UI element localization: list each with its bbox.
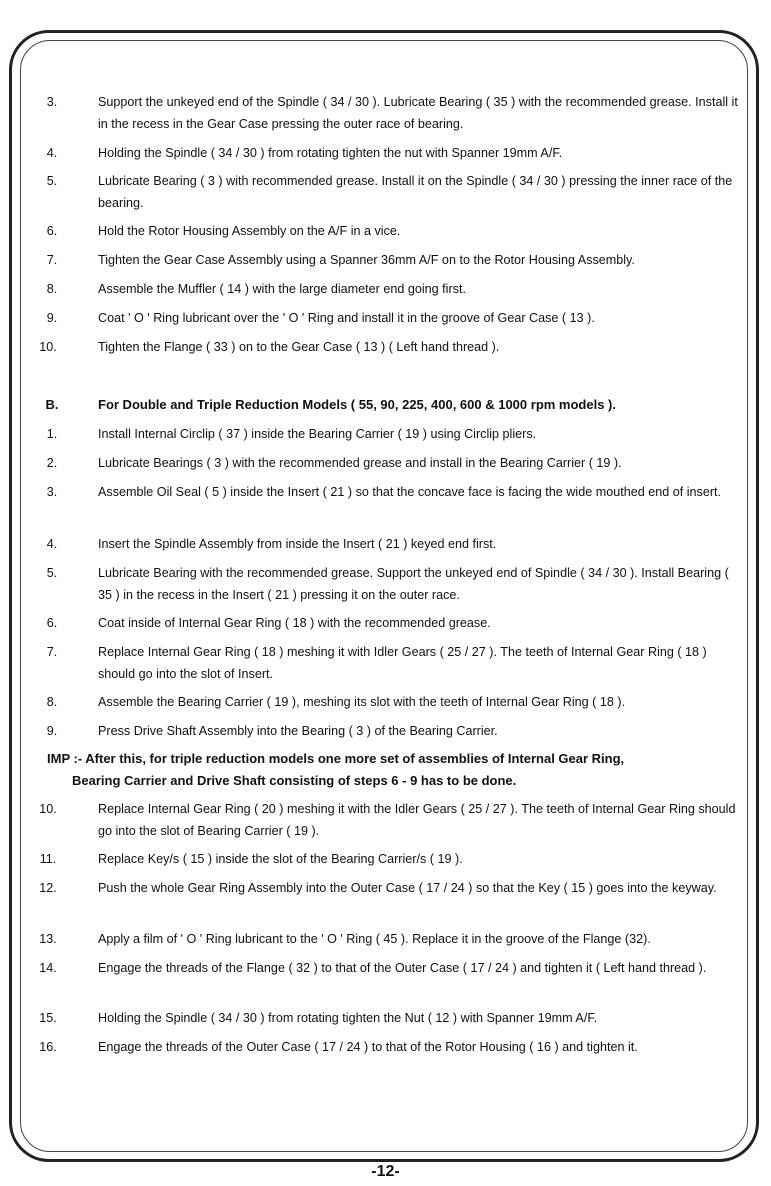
step-text: Support the unkeyed end of the Spindle ( 34 / 30 ). Lubricate Bearing ( 35 ) with the recommended grease. Install it in the recess in the Gear Case pressing the outer race of bearing. <box>98 95 738 131</box>
step-text: Press Drive Shaft Assembly into the Bearing ( 3 ) of the Bearing Carrier. <box>98 724 498 738</box>
step-number: 10. <box>39 340 57 354</box>
step-text: Replace Internal Gear Ring ( 20 ) meshing it with the Idler Gears ( 25 / 27 ). The teeth of Internal Gear Ring should go into the slot of Bearing Carrier ( 19 ). <box>98 802 736 838</box>
step-number: 5. <box>46 174 58 188</box>
step-text: Holding the Spindle ( 34 / 30 ) from rotating tighten the nut with Spanner 19mm A/F. <box>98 146 563 160</box>
step-number: 16. <box>39 1040 57 1054</box>
step-number: 4. <box>46 537 58 551</box>
step-number: 7. <box>46 253 58 267</box>
step-number: 14. <box>39 961 57 975</box>
step-text: Holding the Spindle ( 34 / 30 ) from rotating tighten the Nut ( 12 ) with Spanner 19mm A/F. <box>98 1011 598 1025</box>
important-note-line: Bearing Carrier and Drive Shaft consisting of steps 6 - 9 has to be done. <box>72 773 517 788</box>
step-text: Replace Internal Gear Ring ( 18 ) meshing it with Idler Gears ( 25 / 27 ). The teeth of Internal Gear Ring ( 18 ) should go into the slot of Insert. <box>98 645 707 681</box>
step-text: Apply a film of ' O ' Ring lubricant to the ' O ' Ring ( 45 ). Replace it in the groove of the Flange (32). <box>98 932 651 946</box>
step-number: 15. <box>39 1011 57 1025</box>
step-number: 4. <box>46 146 58 160</box>
step-text: Lubricate Bearing ( 3 ) with recommended grease. Install it on the Spindle ( 34 / 30 ) pressing the inner race of the bearing. <box>98 174 733 210</box>
important-note-line: IMP :- After this, for triple reduction models one more set of assemblies of Internal Gear Ring, <box>47 751 625 766</box>
step-number: 10. <box>39 802 57 816</box>
step-text: Tighten the Gear Case Assembly using a Spanner 36mm A/F on to the Rotor Housing Assembly. <box>98 253 635 267</box>
step-text: Replace Key/s ( 15 ) inside the slot of the Bearing Carrier/s ( 19 ). <box>98 852 463 866</box>
step-number: 6. <box>46 616 58 630</box>
section-title: For Double and Triple Reduction Models ( 55, 90, 225, 400, 600 & 1000 rpm models ). <box>98 397 616 412</box>
step-number: 7. <box>46 645 58 659</box>
step-text: Assemble the Bearing Carrier ( 19 ), meshing its slot with the teeth of Internal Gear Ring ( 18 ). <box>98 695 626 709</box>
step-text: Lubricate Bearings ( 3 ) with the recommended grease and install in the Bearing Carrier ( 19 ). <box>98 456 622 470</box>
section-letter: B. <box>45 397 59 412</box>
step-number: 3. <box>46 485 58 499</box>
step-text: Lubricate Bearing with the recommended grease. Support the unkeyed end of Spindle ( 34 / 30 ). Install Bearing ( 35 ) in the recess in the Insert ( 21 ) pressing it on the outer race. <box>98 566 729 602</box>
step-text: Coat ' O ' Ring lubricant over the ' O ' Ring and install it in the groove of Gear Case ( 13 ). <box>98 311 595 325</box>
step-number: 12. <box>39 881 57 895</box>
step-text: Coat inside of Internal Gear Ring ( 18 ) with the recommended grease. <box>98 616 491 630</box>
step-number: 5. <box>46 566 58 580</box>
step-text: Install Internal Circlip ( 37 ) inside the Bearing Carrier ( 19 ) using Circlip pliers. <box>98 427 537 441</box>
step-number: 8. <box>46 282 58 296</box>
page-number: -12- <box>371 1163 400 1180</box>
step-text: Assemble Oil Seal ( 5 ) inside the Insert ( 21 ) so that the concave face is facing the wide mouthed end of insert. <box>98 485 722 499</box>
step-text: Insert the Spindle Assembly from inside the Insert ( 21 ) keyed end first. <box>98 537 497 551</box>
step-number: 3. <box>46 95 58 109</box>
step-number: 6. <box>46 224 58 238</box>
important-note <box>47 748 747 792</box>
step-number: 1. <box>46 427 58 441</box>
step-number: 9. <box>46 311 58 325</box>
step-text: Assemble the Muffler ( 14 ) with the large diameter end going first. <box>98 282 466 296</box>
step-text: Hold the Rotor Housing Assembly on the A/F in a vice. <box>98 224 401 238</box>
step-text: Push the whole Gear Ring Assembly into the Outer Case ( 17 / 24 ) so that the Key ( 15 ) goes into the keyway. <box>98 881 717 895</box>
step-number: 8. <box>46 695 58 709</box>
step-number: 11. <box>39 852 57 866</box>
step-text: Engage the threads of the Flange ( 32 ) to that of the Outer Case ( 17 / 24 ) and tighten it ( Left hand thread ). <box>98 961 707 975</box>
step-number: 13. <box>39 932 57 946</box>
step-number: 2. <box>46 456 58 470</box>
step-text: Tighten the Flange ( 33 ) on to the Gear Case ( 13 ) ( Left hand thread ). <box>98 340 500 354</box>
step-text: Engage the threads of the Outer Case ( 17 / 24 ) to that of the Rotor Housing ( 16 ) and tighten it. <box>98 1040 638 1054</box>
step-number: 9. <box>46 724 58 738</box>
